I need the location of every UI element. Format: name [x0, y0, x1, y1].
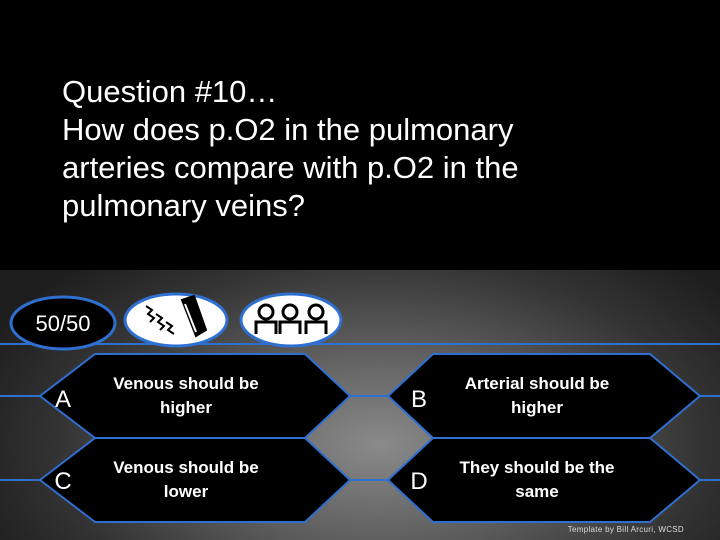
answer-b-letter: B — [410, 386, 427, 413]
fifty-fifty-label: 50/50 — [35, 311, 91, 336]
question-line: Question #10… — [62, 74, 278, 109]
answer-b-text[interactable] — [436, 372, 638, 420]
answer-c-letter: C — [54, 468, 72, 495]
lifeline-fifty-fifty-button[interactable] — [11, 297, 115, 349]
template-credit: Template by Bill Arcuri, WCSD — [567, 525, 684, 534]
answer-c-line: lower — [163, 482, 209, 501]
answer-d-text[interactable] — [436, 456, 638, 504]
answer-b-line: Arterial should be — [464, 374, 610, 393]
answer-d-letter: D — [410, 468, 428, 495]
question-line: pulmonary veins? — [62, 188, 305, 223]
answer-a-line: Venous should be — [113, 374, 259, 393]
lifeline-phone-button[interactable] — [125, 294, 227, 346]
question-line: How does p.O2 in the pulmonary — [62, 112, 514, 147]
answer-b-line: higher — [511, 398, 563, 417]
answer-c-line: Venous should be — [113, 458, 259, 477]
answer-d-line: They should be the — [459, 458, 615, 477]
answer-a-text[interactable] — [86, 372, 286, 420]
question-line: arteries compare with p.O2 in the — [62, 150, 519, 185]
answer-d-line: same — [515, 482, 559, 501]
answer-a-letter: A — [54, 386, 71, 413]
lifeline-audience-button[interactable] — [241, 294, 341, 346]
answer-a-line: higher — [160, 398, 212, 417]
answer-c-text[interactable] — [86, 456, 286, 504]
